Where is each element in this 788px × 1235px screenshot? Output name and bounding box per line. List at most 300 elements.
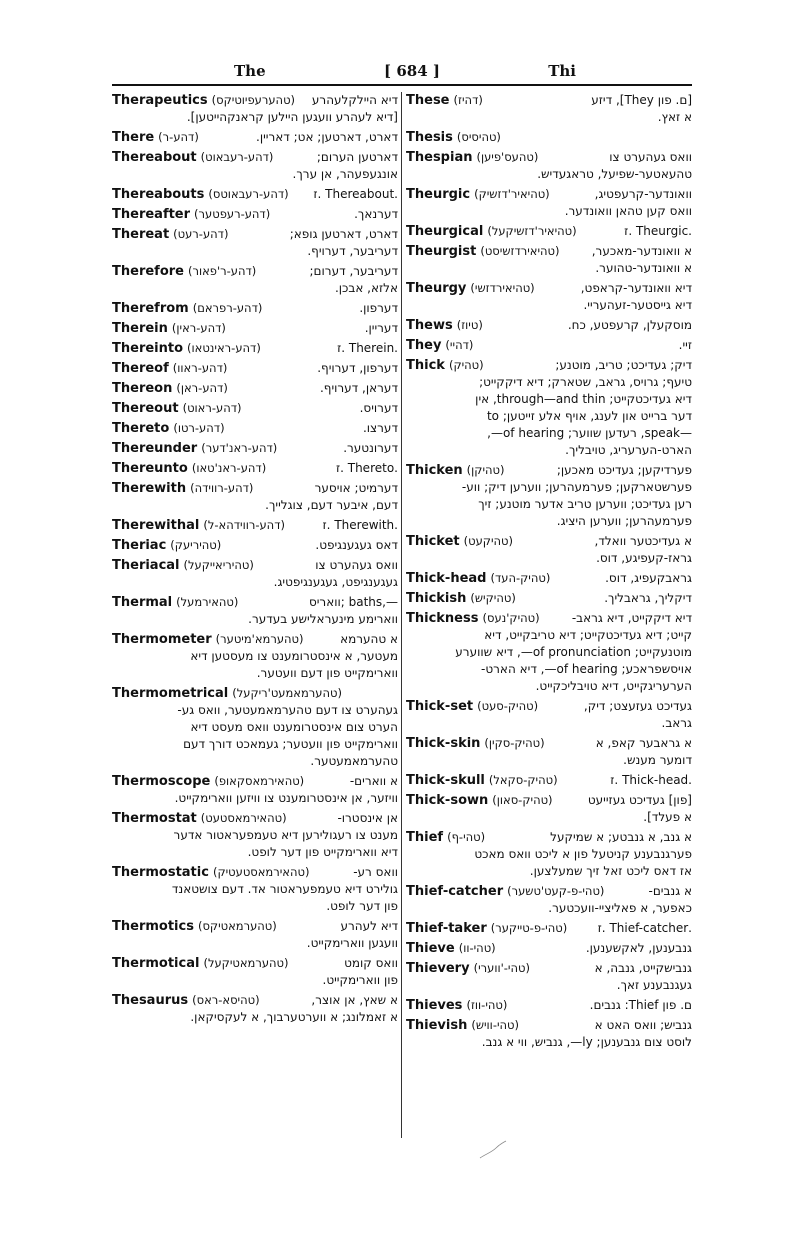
definition: פערדיקען; געדיכט מאכען; [556,463,692,477]
entry-line [406,735,692,752]
definition-continuation: כאפער, א פאליציי-וועכטער. [548,901,692,915]
entry-term [406,610,540,627]
entry-term [406,772,558,789]
pronunciation: (טיוז) [456,318,483,332]
pronunciation: (דהע-ראוט) [182,401,242,415]
headword: Thereto [112,421,170,436]
headword: Thereabout [112,150,197,165]
definition-continuation: לוסט צום גנבענען; ly—, גנביש, ווי א גנב. [481,1035,692,1049]
dictionary-entry [406,610,692,695]
entry-term [112,864,309,881]
definition-continuation: [דיא לעהרע וועגען היילען קראנקהייטען]. [186,110,398,124]
dictionary-entry [406,997,692,1014]
definition: דעריבער, דערום; [309,264,398,278]
definition: דאס געגענגיפט. [315,538,398,552]
entry-line [406,462,692,479]
entry-term [406,243,560,260]
entry-term [112,300,262,317]
entry-term [406,317,483,334]
definition-continuation: וויזער, אן אינסטרומענט צו וויזען ווארימקייט. [174,791,398,805]
definition-continuation: טיעף; גרויס, גראב, שטארק; דיא דיקקייט; [479,375,692,389]
entry-term [112,440,277,457]
dictionary-entry [406,280,692,314]
dictionary-entry [112,955,398,989]
pronunciation: (טהי-ווז) [466,998,508,1012]
entry-line [112,300,398,317]
definition-continuation: געגנבענע זאך. [616,978,692,992]
entry-line [112,557,398,574]
entry-line [406,186,692,203]
headword: Thermotical [112,956,200,971]
pronunciation: (טהיקעט) [463,534,513,548]
pronunciation: (דהע-רטו) [173,421,225,435]
definition: דערונטער. [343,441,398,455]
dictionary-entry [406,772,692,789]
dictionary-entry [112,149,398,183]
pronunciation: (טהאירמאסקאופ) [214,774,305,788]
entry-term [112,320,226,337]
entry-line [112,129,398,146]
dictionary-entry [406,920,692,937]
entry-line [406,1017,692,1034]
headword: Thespian [406,150,473,165]
dictionary-entry [406,337,692,354]
entry-term [406,570,550,587]
left-column [112,92,398,1138]
entry-term [112,186,289,203]
entry-line [406,149,692,166]
entry-line [112,380,398,397]
definition-continuation: ווארימקייט פון דעם וועטער. [256,666,398,680]
pronunciation: (טהיק-סקין) [484,736,545,750]
pronunciation: (דהע-רעפטער) [194,207,271,221]
definition: וואס געהערט צו [315,558,398,572]
entry-line [406,357,692,374]
dictionary-entry [406,92,692,126]
definition: א גראבער קאפ, א [595,736,692,750]
dictionary-entry [112,320,398,337]
dictionary-entry [112,340,398,357]
entry-term [406,462,505,479]
definition-continuation: געהערט צו דעם טהערמאמעטער, וואס גע- [177,703,398,717]
dictionary-entry [112,992,398,1026]
pronunciation: (טהערעפיוטיקס) [211,93,296,107]
pronunciation: (טהאירמאסטעטיק) [212,865,310,879]
definition: א גנבים- [648,884,692,898]
headword: Therapeutics [112,93,208,108]
pronunciation: (דהע-ראין) [171,321,226,335]
headword: Theriac [112,538,167,553]
entry-line [112,992,398,1009]
entry-term [406,590,516,607]
dictionary-entry [406,829,692,880]
headword: Thieve [406,941,455,956]
entry-line [406,590,692,607]
dictionary-entry [406,883,692,917]
definition-continuation: א זאמלונג; א ווערטערבוך, א לעקסיקאן. [190,1010,398,1024]
headword: Thereout [112,401,179,416]
entry-term [112,380,228,397]
pronunciation: (טהי-'ווערי) [473,961,530,975]
entry-line [406,792,692,809]
entry-term [406,337,473,354]
entry-line [112,537,398,554]
definition: .Therewith .ז [322,518,398,532]
pronunciation: (דהע-ראן) [176,381,228,395]
entry-line [112,810,398,827]
headword: Thief-taker [406,921,487,936]
entry-line [112,149,398,166]
headword: Thermometer [112,632,212,647]
definition: דארטען הערום; [316,150,398,164]
headword: Thereof [112,361,169,376]
definition: .Theurgic .ז [624,224,692,238]
entry-line [112,226,398,243]
dictionary-entry [112,918,398,952]
headword: Thereunto [112,461,188,476]
entry-term [112,517,285,534]
definition-continuation: א וואונדער-טהוער. [595,261,692,275]
dictionary-entry [406,570,692,587]
definition-continuation: מענט צו רעגולירען דיא טעמפעראטור אדער [173,828,398,842]
entry-term [112,360,227,377]
dictionary-entry [112,400,398,417]
definition: א גנב, א גנבטע; א שמיקעל [550,830,692,844]
left-guide-word: The [234,62,266,80]
entry-line [112,480,398,497]
pronunciation: (טהיאיר'דזשיקעל) [487,224,577,238]
entry-line [406,92,692,109]
entry-term [112,992,260,1009]
headword: Thereabouts [112,187,205,202]
column-divider [401,92,402,1138]
definition: וואס קומט [344,956,398,970]
entry-term [112,810,287,827]
pronunciation: (דהע-ר) [158,130,199,144]
dictionary-entry [406,223,692,240]
definition: גנבענען, לאקשענען. [585,941,692,955]
definition-continuation: טהערמאמעטער. [310,754,398,768]
definition: דעראן, דערויף. [319,381,398,395]
entry-line [112,773,398,790]
dictionary-entry [406,960,692,994]
dictionary-entry [112,557,398,591]
pronunciation: (טהאירמאסטעט) [200,811,287,825]
pen-mark [478,1140,508,1160]
definition-continuation: קייט; דיא געדיכטקייט; דיא טריבקייט, דיא [484,628,692,642]
page-number: [ 684 ] [384,62,440,80]
definition: דערפון, דערויף. [317,361,398,375]
dictionary-entry [406,590,692,607]
pronunciation: (טהיסא-ראס) [192,993,260,1007]
entry-term [112,400,242,417]
pronunciation: (טהיקן) [466,463,505,477]
headword: Therefore [112,264,184,279]
definition-continuation: דיא גייסטער-זעהעריי. [583,298,692,312]
pronunciation: (טהיק-סקאל) [488,773,558,787]
headword: Thereinto [112,341,184,356]
entry-term [406,792,553,809]
definition: דיק; געדיכט; טריב, מוטנע; [555,358,692,372]
entry-term [406,829,485,846]
entry-term [406,1017,519,1034]
headword: There [112,130,155,145]
headword: Theurgic [406,187,471,202]
definition: דארט, דארטען גופא; [289,227,398,241]
headword: Thievery [406,961,470,976]
pronunciation: (טהיק-סאון) [492,793,553,807]
pronunciation: (דהע-ראנ'טאו) [191,461,267,475]
definition-continuation: פון ווארימקייט. [322,973,398,987]
entry-term [112,773,304,790]
entry-line [406,337,692,354]
definition-continuation: וועגען ווארימקייט. [306,936,398,950]
definition: וואס געהערט צו [609,150,692,164]
definition-continuation: א זאץ. [657,110,692,124]
entry-line [406,997,692,1014]
pronunciation: (טהי-וו) [458,941,496,955]
pronunciation: (טהיריעק) [170,538,222,552]
entry-term [112,594,238,611]
definition: דיא לעהרע [340,919,398,933]
definition-continuation: דעריבער, דערויף. [307,244,398,258]
headword: Theurgy [406,281,467,296]
definition: דיא דיקקייט, דיא גראב- [571,611,692,625]
definition-continuation: פערגנבענע קניטעל פון א ליכט וואס מאכט [474,847,692,861]
headword: Thermostat [112,811,197,826]
entry-line [406,940,692,957]
pronunciation: (טהאירמעל) [176,595,239,609]
headword: Thermoscope [112,774,211,789]
definition: .Thereto .ז [335,461,398,475]
entry-line [406,223,692,240]
dictionary-entry [112,460,398,477]
entry-line [406,129,692,146]
entry-term [112,149,273,166]
entry-line [406,920,692,937]
definition: .Thief-catcher .ז [597,921,692,935]
dictionary-entry [406,149,692,183]
dictionary-entry [112,480,398,514]
entry-term [112,420,225,437]
headword: Thereat [112,227,170,242]
headword: Therewithal [112,518,200,533]
dictionary-entry [406,533,692,567]
dictionary-entry [406,317,692,334]
definition: גנביש; וואס האט א [594,1018,692,1032]
entry-term [112,129,199,146]
dictionary-entry [112,92,398,126]
pronunciation: (דהע-רעבאוטס) [208,187,289,201]
entry-line [406,960,692,977]
entry-term [406,149,538,166]
definition-continuation: מעטער, א אינסטרומענט צו מעסטען דיא [190,649,398,663]
definition-continuation: הערט צום אינסטרומענט וואס מעסט דיא [190,720,398,734]
headword: Theurgical [406,224,484,239]
entry-term [406,960,530,977]
entry-term [112,685,342,702]
entry-line [112,92,398,109]
pronunciation: (דהע-רווידהא-ל) [203,518,285,532]
dictionary-entry [112,810,398,861]
headword: Theurgist [406,244,477,259]
dictionary-entry [112,300,398,317]
definition: דארט, דארטען; אט; דאריין. [256,130,398,144]
headword: Thermostatic [112,865,209,880]
entry-term [112,460,266,477]
definition-continuation: דער ברייט און לענג, אויף אלע זייטען; to [486,409,692,423]
dictionary-entry [406,186,692,220]
headword: Thick-head [406,571,487,586]
definition: אן אינסטרו- [337,811,398,825]
dictionary-entry [406,940,692,957]
definition: א טהערמא [340,632,398,646]
dictionary-entry [406,1017,692,1051]
headword: Thereunder [112,441,198,456]
dictionary-entry [406,243,692,277]
definition-continuation: ווארימקייט פון וועטער; געמאכט דורך דעם [183,737,398,751]
definition: דיא היילקלעהרע [311,93,398,107]
columns [112,92,692,1138]
headword: Thesaurus [112,993,189,1008]
dictionary-entry [112,226,398,260]
headword: Thick-sown [406,793,489,808]
pronunciation: (טהערמאמעט'ריקעל) [232,686,342,700]
entry-term [112,557,254,574]
definition-continuation: דומער מענש. [623,753,692,767]
dictionary-entry [406,735,692,769]
dictionary-entry [406,357,692,459]
entry-line [406,243,692,260]
definition: דערנאך. [354,207,398,221]
definition: .Therein .ז [337,341,398,355]
entry-line [406,610,692,627]
entry-term [112,226,228,243]
headword: These [406,93,450,108]
headword: Thick [406,358,445,373]
entry-line [112,864,398,881]
entry-term [112,263,256,280]
dictionary-entry [112,360,398,377]
entry-line [406,317,692,334]
definition: א שאץ, אן אוצר, [311,993,398,1007]
headword: Thesis [406,130,453,145]
entry-line [112,631,398,648]
headword: Thief [406,830,444,845]
headword: Thieves [406,998,463,1013]
definition: דערויס. [359,401,398,415]
definition: וואונדער-קרעפטיג, [594,187,692,201]
definition-continuation: פערשטארקען; פערמעהרען; ווערען דיק; ווע- [461,480,692,494]
entry-line [112,517,398,534]
headword: Thereafter [112,207,191,222]
pronunciation: (טהיריאייקעל) [183,558,254,572]
definition-continuation: —speak, רעדען שווער; of hearing—, [487,426,692,440]
entry-line [406,280,692,297]
right-guide-word: Thi [548,62,576,80]
entry-term [406,129,501,146]
entry-term [112,918,277,935]
definition: דערפון. [359,301,398,315]
entry-term [112,537,221,554]
page-header [112,58,692,86]
pronunciation: (דהע-ראוו) [172,361,228,375]
definition: .Thick-head .ז [610,773,692,787]
dictionary-entry [112,440,398,457]
definition: א געדיכטער וואלד, [594,534,692,548]
pronunciation: (טהיק-סעט) [477,699,539,713]
headword: Thick-skull [406,773,485,788]
pronunciation: (דהע-רעט) [173,227,229,241]
dictionary-entry [112,263,398,297]
entry-line [112,400,398,417]
entry-term [406,186,550,203]
pronunciation: (דהע-ראינטאו) [187,341,261,355]
headword: Thick-set [406,699,474,714]
pronunciation: (דהע-ראנ'דער) [201,441,278,455]
dictionary-entry [112,631,398,682]
entry-line [112,340,398,357]
pronunciation: (טהיק) [448,358,484,372]
definition: מוסקעלן, קרעפטע, כח. [567,318,692,332]
headword: Thermal [112,595,173,610]
definition-continuation: געגענגיפט, געגענגיפטיג. [273,575,398,589]
definition: דיא וואונדער-קראפט, [580,281,692,295]
entry-term [112,480,253,497]
pronunciation: (טהיסיס) [456,130,501,144]
pronunciation: (דהע-רפראם) [192,301,263,315]
right-column [406,92,692,1138]
definition: א וואונדער-מאכער, [591,244,692,258]
entry-term [112,92,295,109]
definition: וואס רע- [353,865,398,879]
pronunciation: (טהערמא'מיטער) [215,632,304,646]
definition: געדיכט געזעצט; דיק, [583,699,692,713]
pronunciation: (טהערמאטיקס) [197,919,277,933]
pronunciation: (דהע-רעבאוט) [200,150,274,164]
definition: דעריין. [364,321,398,335]
headword: Thews [406,318,453,333]
entry-term [406,223,577,240]
entry-term [406,735,545,752]
definition-continuation: ווארימע מינעראלישע בעדער. [248,612,398,626]
entry-term [406,280,535,297]
pronunciation: (טהי-וויש) [471,1018,520,1032]
headword: Thermotics [112,919,194,934]
entry-term [406,698,538,715]
entry-term [406,940,496,957]
pronunciation: (טהיק-העד) [490,571,551,585]
dictionary-entry [112,129,398,146]
entry-term [112,955,289,972]
definition-continuation: דיא ווארימקייט פון דער לופט. [247,845,398,859]
definition-continuation: גראז-קעפיגע, דוס. [596,551,692,565]
dictionary-entry [406,698,692,732]
entry-term [406,920,567,937]
entry-line [112,440,398,457]
headword: Thermometrical [112,686,229,701]
entry-term [406,883,604,900]
definition-continuation: גראב. [661,716,692,730]
definition-continuation: דיא געדיכטקייט; through—and thin, אין [475,392,692,406]
pronunciation: (טהיקיש) [470,591,516,605]
dictionary-entry [406,129,692,146]
definition-continuation: גולירט דיא טעמפעראטור אד. דעם צושטאנד [171,882,398,896]
dictionary-entry [112,773,398,807]
headword: Thickish [406,591,467,606]
entry-line [112,263,398,280]
definition-continuation: אויסשפראכע; of hearing—, דיא הארט- [481,662,692,676]
